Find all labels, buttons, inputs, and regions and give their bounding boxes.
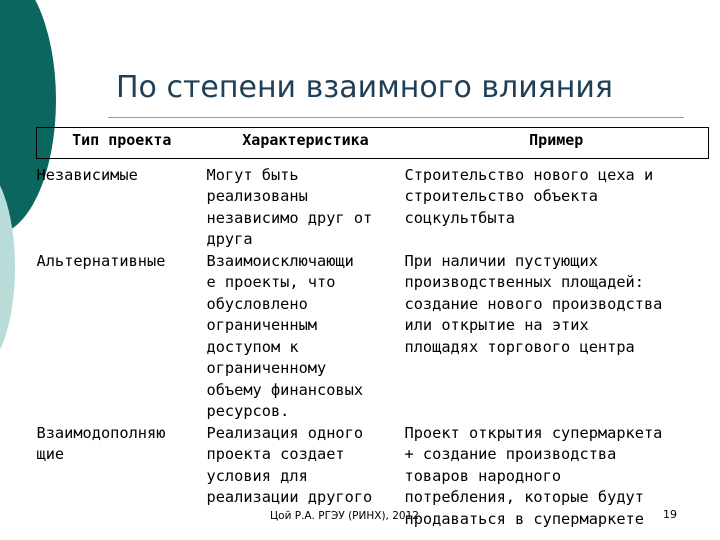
row-example: Проект открытия супермаркета + создание производства товаров народного потребления, которые будут продаваться в супермаркете bbox=[404, 423, 663, 528]
project-types-table bbox=[36, 127, 709, 530]
table-row bbox=[37, 158, 709, 251]
header-example: Пример bbox=[405, 128, 709, 159]
table-row bbox=[37, 251, 709, 423]
table-header-row bbox=[37, 128, 709, 159]
slide-title: По степени взаимного влияния bbox=[116, 70, 613, 105]
footer-author: Цой Р.А. РГЭУ (РИНХ), 2012 bbox=[270, 510, 419, 522]
row-characteristic: Взаимоисключающи е проекты, что обусловлено ограниченным доступом к ограниченному объему финансовых ресурсов. bbox=[206, 251, 364, 420]
header-project-type: Тип проекта bbox=[37, 128, 207, 159]
page-number: 19 bbox=[663, 508, 677, 521]
row-type: Независимые bbox=[36, 165, 138, 184]
row-type: Взаимодополняю щие bbox=[36, 423, 166, 463]
title-divider bbox=[108, 117, 684, 118]
header-characteristic: Характеристика bbox=[207, 128, 405, 159]
row-example: При наличии пустующих производственных площадей: создание нового производства или открытие на этих площадях торгового центра bbox=[404, 251, 663, 356]
row-characteristic: Реализация одного проекта создает условия для реализации другого bbox=[206, 423, 373, 506]
row-example: Строительство нового цеха и строительство объекта соцкультбыта bbox=[404, 165, 654, 227]
row-characteristic: Могут быть реализованы независимо друг от друга bbox=[206, 165, 373, 248]
row-type: Альтернативные bbox=[36, 251, 166, 270]
